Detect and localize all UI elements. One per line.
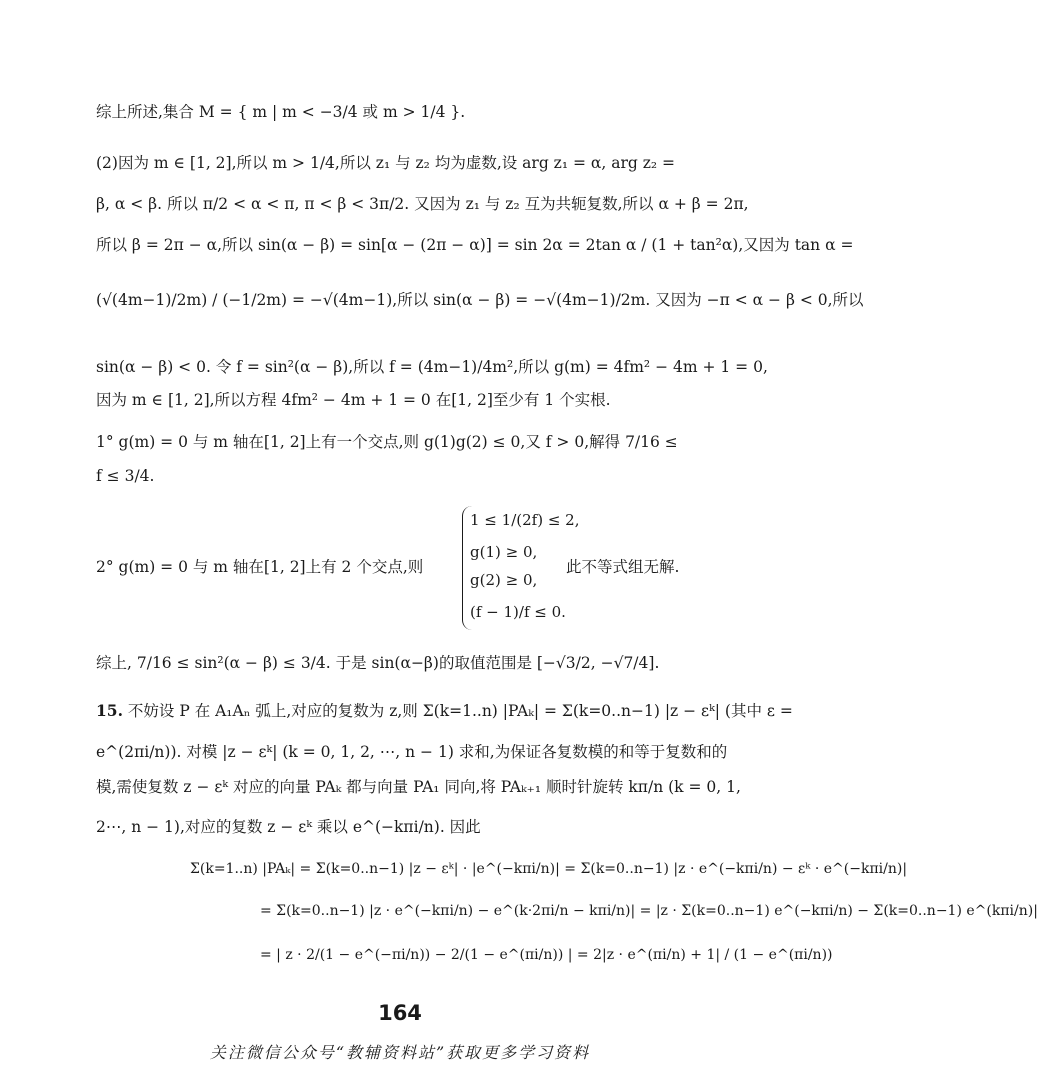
equation-3: = | z · 2/(1 − e^(−πi/n)) − 2/(1 − e^(πi/n)) | = 2|z · e^(πi/n) + 1| / (1 − e^(πi/n)) [260,947,833,963]
line-11: 综上, 7/16 ≤ sin²(α − β) ≤ 3/4. 于是 sin(α−β)的取值范围是 [−√3/2, −√7/4]. [96,654,660,672]
line-13: e^(2πi/n)). 对模 |z − εᵏ| (k = 0, 1, 2, ⋯, n − 1) 求和,为保证各复数模的和等于复数和的 [96,743,728,761]
line-2: (2)因为 m ∈ [1, 2],所以 m > 1/4,所以 z₁ 与 z₂ 均为虚数,设 arg z₁ = α, arg z₂ = [96,154,676,172]
line-15: 2⋯, n − 1),对应的复数 z − εᵏ 乘以 e^(−kπi/n). 因此 [96,818,481,836]
system-eq-4: (f − 1)/f ≤ 0. [470,603,566,621]
equation-1: Σ(k=1..n) |PAₖ| = Σ(k=0..n−1) |z − εᵏ| · |e^(−kπi/n)| = Σ(k=0..n−1) |z · e^(−kπi/n) − εᵏ · e^(−kπi/n)| [190,861,908,877]
line-1 [96,101,716,123]
line-3: β, α < β. 所以 π/2 < α < π, π < β < 3π/2. 又因为 z₁ 与 z₂ 互为共轭复数,所以 α + β = 2π, [96,195,749,213]
line-1-prefix: 综上所述,集合 [96,103,194,121]
system-eq-1: 1 ≤ 1/(2f) ≤ 2, [470,511,580,529]
line-10-suffix: 此不等式组无解. [566,558,680,576]
problem-number: 15. [96,701,123,720]
line-9: f ≤ 3/4. [96,467,155,485]
line-5: (√(4m−1)/2m) / (−1/2m) = −√(4m−1),所以 sin(α − β) = −√(4m−1)/2m. 又因为 −π < α − β < 0,所以 [96,291,864,309]
line-12 [96,700,793,722]
line-14: 模,需使复数 z − εᵏ 对应的向量 PAₖ 都与向量 PA₁ 同向,将 PAₖ₊₁ 顺时针旋转 kπ/n (k = 0, 1, [96,778,741,796]
line-8: 1° g(m) = 0 与 m 轴在[1, 2]上有一个交点,则 g(1)g(2) ≤ 0,又 f > 0,解得 7/16 ≤ [96,433,678,451]
line-4: 所以 β = 2π − α,所以 sin(α − β) = sin[α − (2π − α)] = sin 2α = 2tan α / (1 + tan²α),又因为 tan α = [96,236,854,254]
footer-note: 关注微信公众号“教辅资料站”获取更多学习资料 [209,1043,591,1062]
system-eq-2: g(1) ≥ 0, [470,543,538,561]
line-1-set: M = { m | m < −3/4 或 m > 1/4 }. [198,103,466,121]
page-number: 164 [378,1001,422,1025]
line-6: sin(α − β) < 0. 令 f = sin²(α − β),所以 f = (4m−1)/4m²,所以 g(m) = 4fm² − 4m + 1 = 0, [96,358,768,376]
line-10-prefix: 2° g(m) = 0 与 m 轴在[1, 2]上有 2 个交点,则 [96,558,424,576]
equation-2: = Σ(k=0..n−1) |z · e^(−kπi/n) − e^(k·2πi/n − kπi/n)| = |z · Σ(k=0..n−1) e^(−kπi/n) − Σ(k=0..n−1) e^(kπi/n)| [260,903,1038,919]
system-eq-3: g(2) ≥ 0, [470,571,538,589]
line-7: 因为 m ∈ [1, 2],所以方程 4fm² − 4m + 1 = 0 在[1, 2]至少有 1 个实根. [96,391,611,409]
line-12-text: 不妨设 P 在 A₁Aₙ 弧上,对应的复数为 z,则 Σ(k=1..n) |PAₖ| = Σ(k=0..n−1) |z − εᵏ| (其中 ε = [127,702,793,720]
